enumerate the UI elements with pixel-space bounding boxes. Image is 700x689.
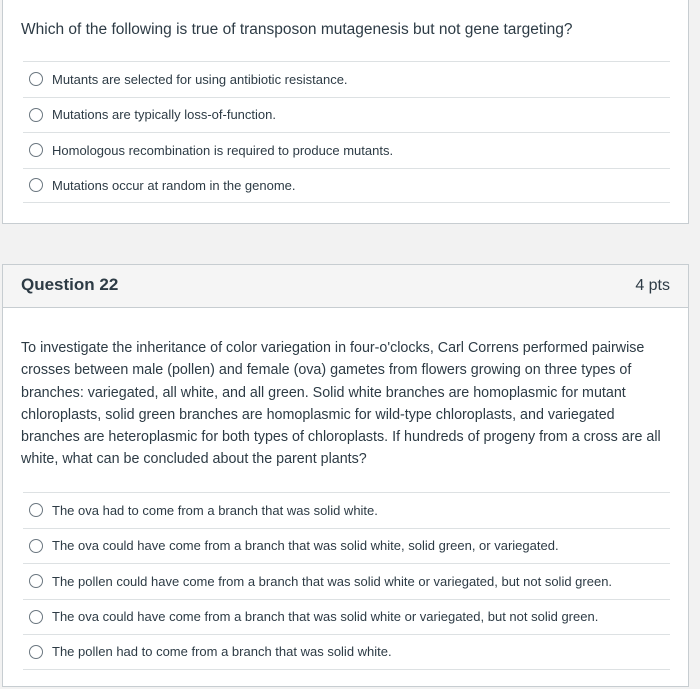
answer-option[interactable]: [23, 168, 670, 204]
answer-option[interactable]: [23, 563, 670, 599]
answer-label: The pollen could have come from a branch that was solid white or variegated, but not solid green.: [52, 573, 613, 589]
radio-button[interactable]: [29, 72, 43, 86]
question-title: Question 22: [21, 275, 119, 294]
radio-button[interactable]: [29, 539, 43, 553]
answer-label: Homologous recombination is required to produce mutants.: [52, 142, 394, 158]
answer-label: Mutations occur at random in the genome.: [52, 177, 296, 193]
answer-label: The ova had to come from a branch that was solid white.: [52, 502, 378, 518]
answer-label: The ova could have come from a branch that was solid white or variegated, but not solid green.: [52, 609, 599, 625]
question-22-body: To investigate the inheritance of color variegation in four-o'clocks, Carl Correns performed pairwise crosses between male (pollen) and female (ova) gametes from flowers growing on three types of branches: variegated, all white, and all green. Solid white branches are homoplasmic for mutant chloroplasts, solid green branches are homoplasmic for wild-type chloroplasts, and variegated branches are heteroplasmic for both types of chloroplasts. If hundreds of progeny from a cross are all white, what can be concluded about the parent plants?: [21, 340, 661, 468]
question-header: [3, 265, 688, 308]
question-22-answers: [23, 492, 670, 670]
question-21-answers: [23, 61, 670, 203]
question-21-card: [2, 0, 689, 224]
answer-option[interactable]: [23, 599, 670, 635]
radio-button[interactable]: [29, 503, 43, 517]
question-21-prompt: Which of the following is true of transposon mutagenesis but not gene targeting?: [21, 21, 573, 38]
answer-option[interactable]: [23, 634, 670, 670]
answer-label: The ova could have come from a branch that was solid white, solid green, or variegated.: [52, 538, 559, 554]
answer-option[interactable]: [23, 132, 670, 168]
answer-label: The pollen had to come from a branch that was solid white.: [52, 644, 392, 660]
answer-label: Mutants are selected for using antibiotic resistance.: [52, 71, 348, 87]
answer-option[interactable]: [23, 97, 670, 133]
question-points: 4 pts: [635, 277, 670, 294]
question-22-card: [2, 264, 689, 687]
answer-label: Mutations are typically loss-of-function.: [52, 107, 276, 123]
answer-option[interactable]: [23, 61, 670, 97]
radio-button[interactable]: [29, 645, 43, 659]
radio-button[interactable]: [29, 610, 43, 624]
radio-button[interactable]: [29, 574, 43, 588]
radio-button[interactable]: [29, 143, 43, 157]
radio-button[interactable]: [29, 178, 43, 192]
answer-option[interactable]: [23, 492, 670, 528]
radio-button[interactable]: [29, 108, 43, 122]
answer-option[interactable]: [23, 528, 670, 564]
